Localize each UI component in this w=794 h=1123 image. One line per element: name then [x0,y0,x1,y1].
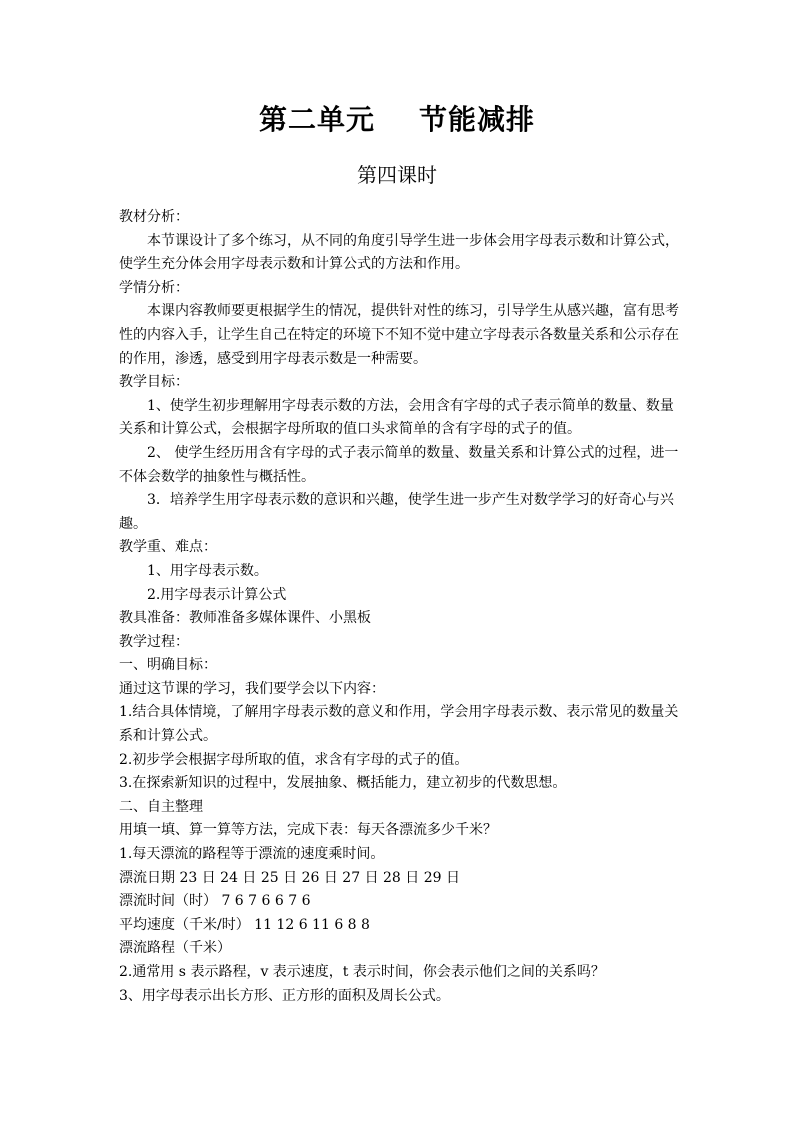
text-line: 学情分析： [119,279,189,296]
text-line: 1、使学生初步理解用字母表示数的方法，会用含有字母的式子表示简单的数量、数量 [147,397,674,414]
text-line: 性的内容入手，让学生自己在特定的环境下不知不觉中建立字母表示各数量关系和公示存在 [119,326,679,343]
text-line: 的作用，渗透，感受到用字母表示数是一种需要。 [119,350,427,367]
text-line: 教学目标： [119,374,189,391]
text-line: 3、用字母表示出长方形、正方形的面积及周长公式。 [119,987,450,1004]
document-body [119,206,685,1008]
text-line: 1.每天漂流的路程等于漂流的速度乘时间。 [119,846,385,863]
text-line: 平均速度（千米/时） 11 12 6 11 6 8 8 [119,916,370,933]
title-topic: 节能减排 [419,103,536,136]
text-line: 二、自主整理 [119,798,203,815]
text-line: 漂流路程（千米） [119,940,231,957]
document-title [0,98,794,138]
text-line: 通过这节课的学习，我们要学会以下内容： [119,680,385,697]
text-line: 不体会数学的抽象性与概括性。 [119,468,315,485]
text-line: 一、明确目标： [119,657,217,674]
text-line: 漂流时间（时） 7 6 7 6 6 7 6 [119,893,311,910]
text-line: 1.结合具体情境，了解用字母表示数的意义和作用，学会用字母表示数、表示常见的数量关 [119,704,679,721]
text-line: 3.在探索新知识的过程中，发展抽象、概括能力，建立初步的代数思想。 [119,775,567,792]
text-line: 3．培养学生用字母表示数的意识和兴趣，使学生进一步产生对数学学习的好奇心与兴 [147,492,674,509]
text-line: 2、 使学生经历用含有字母的式子表示简单的数量、数量关系和计算公式的过程，进一 [147,444,679,461]
text-line: 教具准备：教师准备多媒体课件、小黑板 [119,610,371,627]
text-line: 用填一填、算一算等方法，完成下表：每天各漂流多少千米？ [119,822,497,839]
text-line: 教学重、难点： [119,539,217,556]
text-line: 系和计算公式。 [119,728,217,745]
text-line: 2.用字母表示计算公式 [147,586,287,603]
text-line: 本课内容教师要更根据学生的情况，提供针对性的练习，引导学生从感兴趣，富有思考 [147,303,679,320]
text-line: 教材分析： [119,209,189,225]
lesson-subtitle: 第四课时 [357,163,437,187]
text-line: 趣。 [119,515,147,532]
text-line: 2.初步学会根据字母所取的值，求含有字母的式子的值。 [119,751,469,768]
text-line: 关系和计算公式，会根据字母所取的值口头求简单的含有字母的式子的值。 [119,421,581,438]
text-line: 本节课设计了多个练习，从不同的角度引导学生进一步体会用字母表示数和计算公式， [147,232,679,249]
title-unit: 第二单元 [258,103,375,136]
text-line: 2.通常用 s 表示路程，v 表示速度，t 表示时间，你会表示他们之间的关系吗？ [119,964,605,980]
text-line: 1、用字母表示数。 [147,562,268,579]
text-line: 使学生充分体会用字母表示数和计算公式的方法和作用。 [119,256,469,273]
text-line: 教学过程： [119,633,189,650]
text-line: 漂流日期 23 日 24 日 25 日 26 日 27 日 28 日 29 日 [119,869,461,886]
